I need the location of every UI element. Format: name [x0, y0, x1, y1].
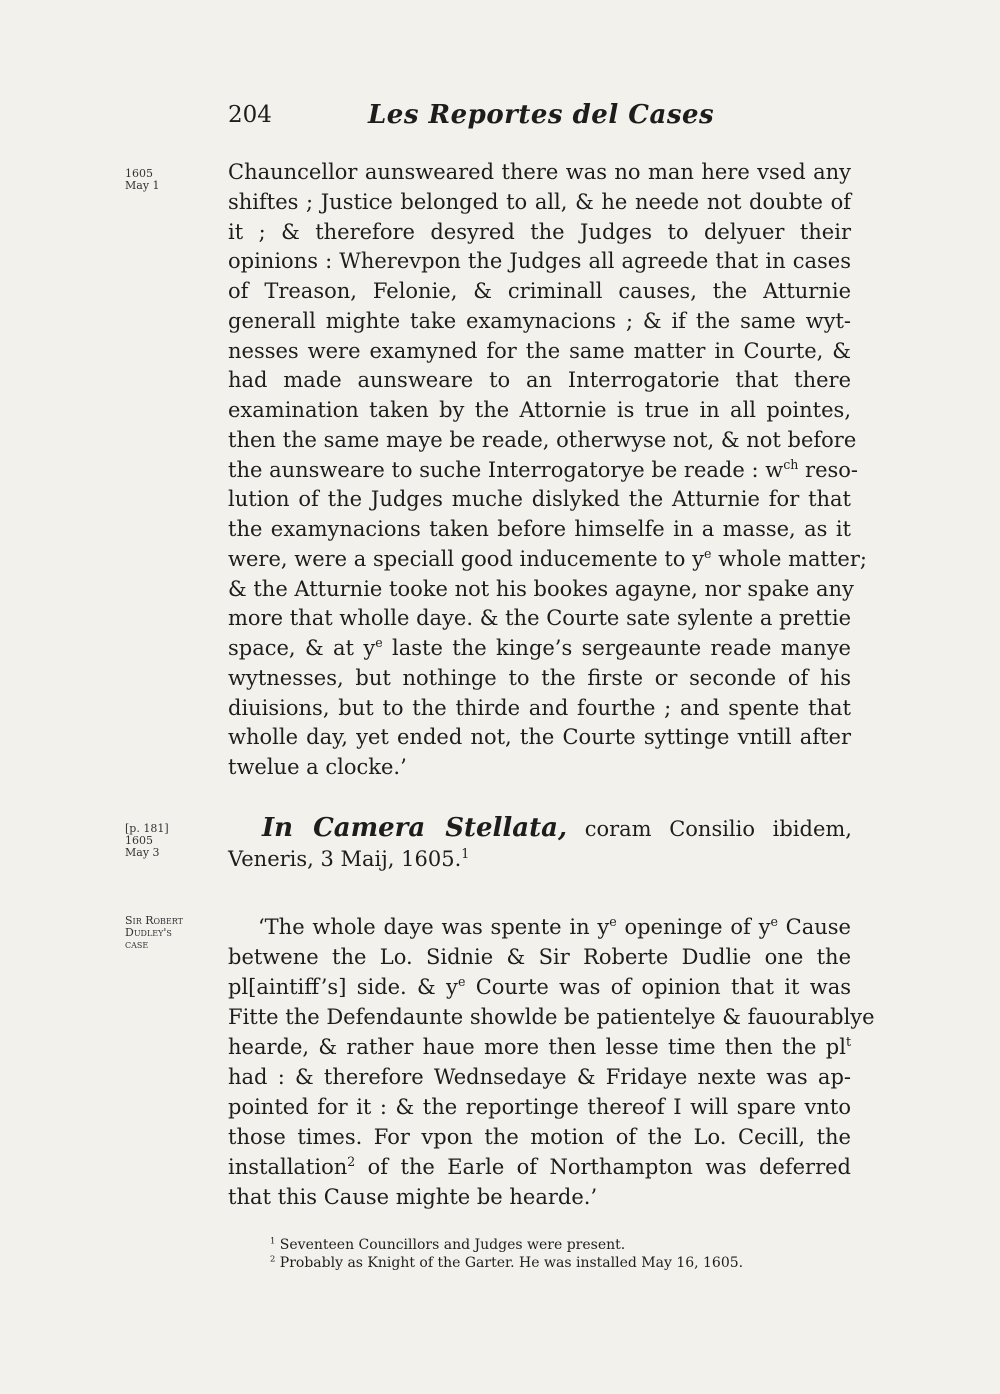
section-title-blackletter: In Camera Stellata,	[262, 813, 568, 843]
text-span: pl[aintiff’s] side. & y	[228, 975, 458, 999]
margin-note-date-2	[125, 823, 220, 859]
text-line	[228, 545, 867, 573]
page-number: 204	[228, 102, 272, 128]
text-line: generall mighte take examynacions ; & if the same wyt-	[228, 309, 851, 333]
section-title-line-2	[228, 845, 851, 873]
text-line: that this Cause mighte be hearde.’	[228, 1185, 598, 1209]
text-span: space, & at y	[228, 636, 376, 660]
text-line	[228, 1033, 851, 1061]
margin-date: May 3	[125, 846, 160, 859]
margin-page-ref: [p. 181]	[125, 822, 169, 835]
text-line	[228, 634, 851, 662]
text-line: then the same maye be reade, otherwyse not, & not before	[228, 428, 857, 452]
section-title-rest: coram Consilio ibidem,	[567, 817, 852, 841]
margin-note-case	[125, 915, 220, 951]
text-line: shiftes ; Justice belonged to all, & he neede not doubte of	[228, 190, 851, 214]
text-line	[258, 913, 851, 941]
footnote-ref: 1	[461, 846, 470, 861]
superscript: e	[457, 974, 466, 989]
text-span: Cause	[777, 915, 851, 939]
footnote-text: Probably as Knight of the Garter. He was installed May 16, 1605.	[275, 1255, 744, 1271]
margin-case-line: Sir Robert	[125, 914, 183, 927]
text-line: Chauncellor aunsweared there was no man here vsed any	[228, 160, 851, 184]
text-span: installation	[228, 1155, 348, 1179]
text-line: of Treason, Felonie, & criminall causes, the Atturnie	[228, 279, 851, 303]
superscript: t	[845, 1034, 851, 1049]
text-line: betwene the Lo. Sidnie & Sir Roberte Dudlie one the	[228, 945, 851, 969]
superscript: e	[704, 546, 712, 561]
superscript: e	[609, 914, 617, 929]
text-span: of the Earle of Northampton was deferred	[355, 1155, 851, 1179]
text-line: wholle day, yet ended not, the Courte syttinge vntill after	[228, 725, 851, 749]
superscript: e	[770, 914, 778, 929]
text-line	[228, 1153, 851, 1181]
text-line: & the Atturnie tooke not his bookes agayne, nor spake any	[228, 577, 854, 601]
margin-note-date-1	[125, 168, 220, 192]
text-span: whole matter;	[711, 547, 867, 571]
margin-case-line: Dudley's	[125, 926, 172, 939]
text-span: hearde, & rather haue more then lesse time then the pl	[228, 1035, 846, 1059]
text-line: twelue a clocke.’	[228, 755, 407, 779]
text-line	[228, 973, 851, 1001]
text-line: pointed for it : & the reportinge thereof I will spare vnto	[228, 1095, 851, 1119]
section-title-line	[262, 810, 852, 846]
text-line: had : & therefore Wednsedaye & Fridaye nexte was ap-	[228, 1065, 851, 1089]
footnote-text: Seventeen Councillors and Judges were present.	[275, 1237, 626, 1253]
text-span: were, were a speciall good inducemente to y	[228, 547, 704, 571]
margin-year: 1605	[125, 834, 153, 847]
text-line: nesses were examyned for the same matter in Courte, &	[228, 339, 851, 363]
footnote-marker: 2	[270, 1253, 276, 1264]
text-line: lution of the Judges muche dislyked the Atturnie for that	[228, 487, 851, 511]
superscript: e	[375, 635, 383, 650]
text-span: Courte was of opinion that it was	[465, 975, 851, 999]
text-line: those times. For vpon the motion of the Lo. Cecill, the	[228, 1125, 851, 1149]
page-header	[228, 100, 858, 140]
text-line	[228, 456, 859, 484]
text-span: ‘The whole daye was spente in y	[258, 915, 610, 939]
text-line: opinions : Wherevpon the Judges all agreede that in cases	[228, 249, 851, 273]
text-span: the aunsweare to suche Interrogatorye be reade : w	[228, 458, 784, 482]
footnote-ref: 2	[347, 1154, 356, 1169]
running-title: Les Reportes del Cases	[368, 100, 715, 130]
text-line: wytnesses, but nothinge to the firste or seconde of his	[228, 666, 851, 690]
margin-date: May 1	[125, 179, 160, 192]
text-line: the examynacions taken before himselfe in a masse, as it	[228, 517, 851, 541]
text-line: had made aunsweare to an Interrogatorie that there	[228, 368, 851, 392]
section-date: Veneris, 3 Maij, 1605.	[228, 847, 462, 871]
text-line: diuisions, but to the thirde and fourthe ; and spente that	[228, 696, 851, 720]
text-span: openinge of y	[616, 915, 771, 939]
superscript: ch	[783, 457, 799, 472]
text-line: Fitte the Defendaunte showlde be patientelye & fauourablye	[228, 1005, 875, 1029]
footnote	[270, 1254, 743, 1272]
margin-case-line: case	[125, 938, 149, 951]
footnote-marker: 1	[270, 1235, 276, 1246]
text-line: it ; & therefore desyred the Judges to delyuer their	[228, 220, 851, 244]
text-span: reso-	[798, 458, 859, 482]
margin-year: 1605	[125, 167, 153, 180]
text-line: more that wholle daye. & the Courte sate sylente a prettie	[228, 606, 851, 630]
text-span: laste the kinge’s sergeaunte reade manye	[382, 636, 851, 660]
footnote	[270, 1236, 625, 1254]
text-line: examination taken by the Attornie is true in all pointes,	[228, 398, 851, 422]
